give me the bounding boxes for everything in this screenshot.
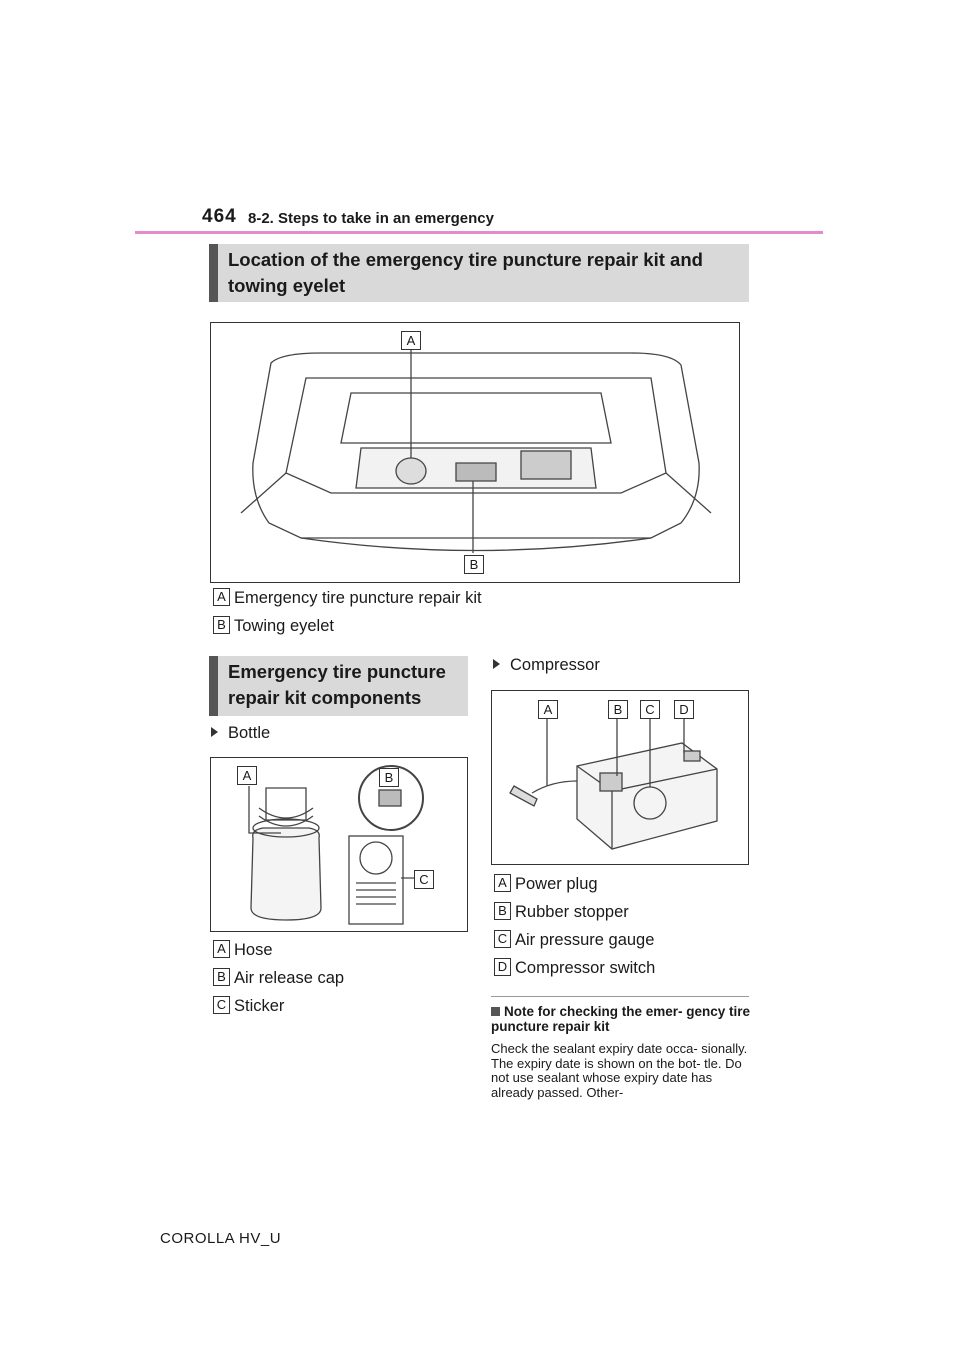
bottle-figure [210,757,468,932]
bullet-label: Bottle [228,724,271,742]
callout-badge: C [494,930,511,948]
callout-badge: A [494,874,511,892]
callout-text: Rubber stopper [515,903,629,921]
callout-badge: D [494,958,511,976]
bullet-bottle [211,724,270,743]
callout-badge: C [213,996,230,1014]
callout-text: Emergency tire puncture repair kit [234,589,482,607]
bullet-compressor [493,656,600,675]
figure-label-c: C [414,870,434,889]
callout-text: Hose [234,941,273,959]
callout-badge: B [494,902,511,920]
figure-label-a: A [538,700,558,719]
square-bullet-icon [491,1007,500,1016]
bullet-label: Compressor [510,656,600,674]
footer-model: COROLLA HV_U [160,1230,282,1247]
section-heading-components: Emergency tire puncture repair kit components [209,656,468,716]
note-divider [491,996,749,997]
header-divider [135,231,823,234]
section-heading-location: Location of the emergency tire puncture repair kit and towing eyelet [209,244,749,302]
callout-text: Towing eyelet [234,617,334,635]
page-number: 464 [202,206,237,227]
vehicle-rear-illustration [211,323,739,582]
note-body: Check the sealant expiry date occa- sionally. The expiry date is shown on the bot- tle. Do not use sealant whose expiry date has already passed. Other- [491,1041,748,1100]
callout-text: Sticker [234,997,285,1015]
figure-label-d: D [674,700,694,719]
callout-badge: B [213,616,230,634]
figure-label-b: B [464,555,484,574]
compressor-figure [491,690,749,865]
figure-label-b: B [608,700,628,719]
figure-label-a: A [237,766,257,785]
note-heading [491,1004,751,1034]
note-title-text: Note for checking the emer- gency tire puncture repair kit [491,1004,751,1034]
figure-label-c: C [640,700,660,719]
callout-text: Air release cap [234,969,345,987]
callout-text: Air pressure gauge [515,931,655,949]
bullet-triangle-icon [493,659,500,669]
callout-badge: B [213,968,230,986]
vehicle-rear-figure [210,322,740,583]
callout-badge: A [213,940,230,958]
callout-text: Compressor switch [515,959,656,977]
figure-label-a: A [401,331,421,350]
bullet-triangle-icon [211,727,218,737]
chapter-title: 8-2. Steps to take in an emergency [248,210,494,227]
callout-text: Power plug [515,875,598,893]
figure-label-b: B [379,768,399,787]
callout-badge: A [213,588,230,606]
